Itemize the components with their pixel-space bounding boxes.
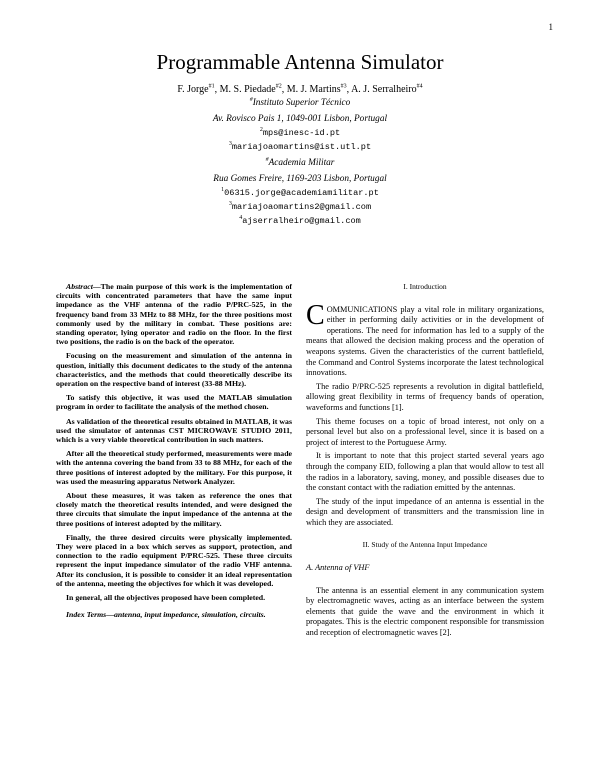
abstract-p6: About these measures, it was taken as reference the ones that closely match the theoretical results intended, and were designed the three circuits that simulate the input impedance of the antenna at the three positions of interest adopted by the military. <box>56 491 292 528</box>
email-1 <box>0 188 600 199</box>
email-4-text: ajserralheiro@gmail.com <box>242 216 361 226</box>
author-2: M. S. Piedade <box>219 84 276 95</box>
email-3b-text: mariajoaomartins2@gmail.com <box>231 202 372 212</box>
drop-cap: C <box>306 299 325 331</box>
email-3b <box>0 202 600 213</box>
email-1-sup: 1 <box>221 186 225 193</box>
affiliation-2-label: Academia Militar <box>268 158 335 168</box>
intro-p2: The radio P/PRC-525 represents a revolution in digital battlefield, allowing great flexibility in terms of frequency bands of operation, waveforms and functions [1]. <box>306 381 544 412</box>
email-1-text: 06315.jorge@academiamilitar.pt <box>224 188 379 198</box>
email-2 <box>0 128 600 139</box>
section2-subheading: A. Antenna of VHF <box>306 563 370 573</box>
author-4-sup: #4 <box>416 83 423 90</box>
page-number: 1 <box>548 22 553 32</box>
email-4-sup: 4 <box>239 214 243 221</box>
abstract-p5: After all the theoretical study performed, measurements were made with the antenna covering the band from 33 to 88 MHz, for each of the three positions of interest adopted by the military. For this purpose, it was used the measuring apparatus Network Analyzer. <box>56 449 292 486</box>
abstract-column <box>56 282 292 625</box>
intro-heading: I. Introduction <box>403 282 447 291</box>
affiliation-2-mark: # <box>265 156 269 163</box>
email-4 <box>0 216 600 227</box>
intro-p1-text: OMMUNICATIONS play a vital role in military organizations, either in performing daily activities or in the development of operations. The need for information has led to a supply of the means that allowed the decision making process and the operation of weapons systems. Given the characteristics of the current battlefield, the Command and Control Systems incorporate the latest technological innovations. <box>306 304 544 378</box>
email-2-text: mps@inesc-id.pt <box>262 128 341 138</box>
author-2-sup: #2 <box>275 83 282 90</box>
author-4: A. J. Serralheiro <box>351 84 417 95</box>
author-1: F. Jorge <box>177 84 209 95</box>
email-3-text: mariajoaomartins@ist.utl.pt <box>231 142 372 152</box>
abstract-label: Abstract <box>66 282 93 291</box>
email-2-sup: 2 <box>259 126 263 133</box>
section2-heading: II. Study of the Antenna Input Impedance <box>362 540 488 550</box>
email-3b-sup: 3 <box>228 200 232 207</box>
affiliation-1-address: Av. Rovisco Pais 1, 1049-001 Lisbon, Portugal <box>212 114 388 124</box>
intro-p4: It is important to note that this project started several years ago through the company EID, following a plan that would allow to test all the radios in a laboratory, saving, money, and possible diseases due to the constant contact with the radiation emitted by the antennas. <box>306 451 544 493</box>
affiliation-1-mark: # <box>249 96 253 103</box>
abstract-p3: To satisfy this objective, it was used the MATLAB simulation program in order to facilitate the analysis of the method chosen. <box>56 393 292 412</box>
author-3-sup: #3 <box>340 83 347 90</box>
affiliation-1-name <box>0 98 600 109</box>
author-3: M. J. Martins <box>286 84 341 95</box>
abstract-p1-text: —The main purpose of this work is the implementation of circuits with concentrated parameters that have the same input impedance as the VHF antenna of the radio P/PRC-525, in the frequency band from 33 MHz to 88 MHz, for the three positions most commonly used by the military in combat. These positions are: standing operator, lying operator and radio on the floor. In the first two positions, the radio is on the back of the operator. <box>56 282 292 347</box>
affiliation-2-name <box>0 158 600 169</box>
intro-p5: The study of the input impedance of an antenna is essential in the design and development of transmitters and the transmission line in which they are associated. <box>306 496 544 527</box>
paper-title: Programmable Antenna Simulator <box>156 50 444 74</box>
author-1-sup: #1 <box>208 83 215 90</box>
abstract-p7: Finally, the three desired circuits were physically implemented. They were placed in a box which serves as support, protection, and connection to the radio equipment P/PRC-525. These three circuits represent the input impedance simulator of the radio VHF antenna. After its conclusion, it is possible to consider it an ideal representation of the antenna, meeting the objectives for which it was developed. <box>56 532 292 588</box>
author-line: F. Jorge$^{\#1}$, M. S. Piedade$^{\#2}$, M. J. Martins$^{\#3}$, A. J. Serralheiro$^{\#4}$ <box>177 83 423 95</box>
abstract-p4: As validation of the theoretical results obtained in MATLAB, it was used the simulator of antennas CST MICROWAVE STUDIO 2011, which is a very viable theoretical contribution in such matters. <box>56 416 292 445</box>
email-3-sup: 3 <box>228 140 232 147</box>
affiliation-2-address: Rua Gomes Freire, 1169-203 Lisbon, Portugal <box>213 174 387 184</box>
abstract-p2: Focusing on the measurement and simulation of the antenna in question, initially this document dedicates to the study of the antenna characteristics, and the methods that could theoretically describe its operation on the respective band of interest (33-88 MHz). <box>56 351 292 389</box>
abstract-p8: In general, all the objectives proposed have been completed. <box>66 593 266 603</box>
section2-p1: The antenna is an essential element in any communication system by electromagnetic waves, acting as an interface between the system elements that guide the wave and the environment in which it propagates. This is the electric component responsible for transmission and reception of electromagnetic waves [2]. <box>306 585 544 638</box>
email-3 <box>0 142 600 153</box>
body-column <box>306 282 544 642</box>
index-terms: Index Terms—antenna, input impedance, simulation, circuits. <box>66 610 266 620</box>
intro-p3: This theme focuses on a topic of broad interest, not only on a personal level but also on a professional level, since it is based on a project of interest to the Portuguese Army. <box>306 416 544 447</box>
intro-p1 <box>306 299 544 379</box>
affiliation-1-label: Instituto Superior Técnico <box>252 98 351 108</box>
abstract-p1 <box>56 282 292 346</box>
